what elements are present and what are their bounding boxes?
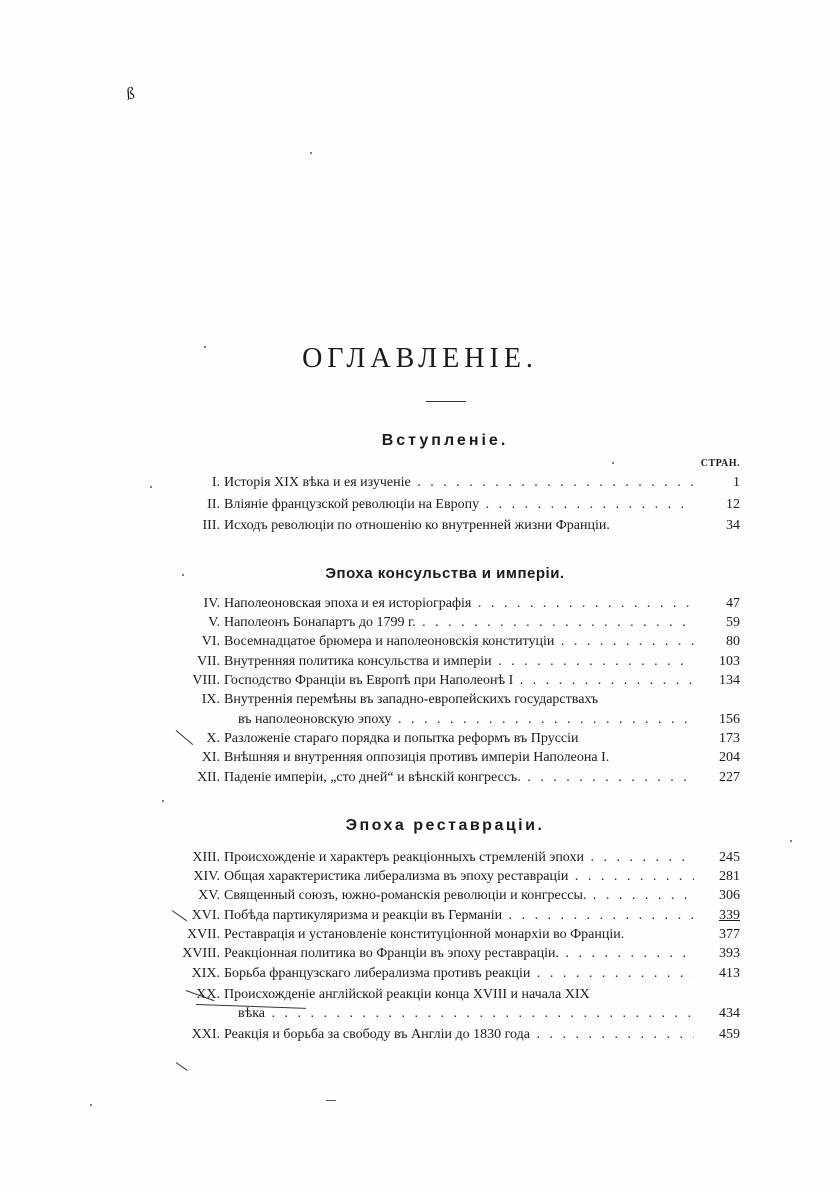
toc-entry — [168, 632, 740, 651]
chapter-number: V. — [208, 615, 220, 630]
chapter-number: VII. — [197, 654, 220, 669]
paper-speck — [326, 1100, 336, 1101]
paper-speck — [90, 1104, 92, 1106]
paper-speck — [150, 486, 152, 488]
chapter-title: Исходъ революціи по отношенію ко внутренней жизни Франціи. — [224, 518, 610, 533]
toc-entry — [168, 985, 740, 1004]
chapter-number: IV. — [203, 596, 220, 611]
page-number: 59 — [726, 615, 740, 630]
toc-entry — [168, 886, 740, 905]
chapter-number: XXI. — [191, 1027, 220, 1042]
page-number: 47 — [726, 596, 740, 611]
chapter-title: Наполеоновская эпоха и ея исторіографія . . . — [224, 594, 694, 613]
chapter-number: XVIII. — [182, 946, 220, 961]
page-number: 281 — [719, 869, 740, 884]
toc-entry — [168, 1025, 740, 1044]
chapter-title: Господство Франціи въ Европѣ при Наполеонѣ I . . . — [224, 671, 694, 690]
toc-entry — [168, 690, 740, 709]
page-number: 227 — [719, 770, 740, 785]
chapter-title: Внѣшняя и внутренняя оппозиція противъ имперіи Наполеона I. — [224, 750, 610, 765]
page-number: 245 — [719, 850, 740, 865]
chapter-number: X. — [206, 731, 220, 746]
toc-entry — [168, 495, 740, 514]
chapter-title: Реакціонная политика во Франціи въ эпоху реставраціи. . . . — [224, 944, 694, 963]
page-number: 204 — [719, 750, 740, 765]
toc-entry-continuation — [168, 710, 740, 729]
toc-entry — [168, 594, 740, 613]
chapter-number: VIII. — [192, 673, 220, 688]
paper-speck — [790, 840, 792, 842]
pencil-mark: ß — [123, 83, 137, 104]
page-number: 156 — [719, 712, 740, 727]
section-heading: Вступленіе. — [381, 432, 509, 449]
chapter-number: IX. — [201, 692, 220, 707]
chapter-number: II. — [207, 497, 220, 512]
chapter-title: Священный союзъ, южно-романскія революціи и конгрессы. . . . — [224, 886, 694, 905]
page-number: 173 — [719, 731, 740, 746]
chapter-number: XIII. — [192, 850, 220, 865]
chapter-number: XII. — [197, 770, 220, 785]
toc-entry — [168, 867, 740, 886]
paper-speck — [162, 800, 164, 802]
toc-entry — [168, 652, 740, 671]
chapter-title: Общая характеристика либерализма въ эпоху реставраціи . . . — [224, 867, 694, 886]
chapter-title: Реставрація и установленіе конституціонной монархіи во Франціи. — [224, 927, 625, 942]
toc-entry — [168, 473, 740, 492]
page-number: 339 — [719, 908, 740, 923]
page-number: 12 — [726, 497, 740, 512]
page-number: 459 — [719, 1027, 740, 1042]
chapter-title: Вліяніе французской революціи на Европу . . . — [224, 495, 694, 514]
page-number: 134 — [719, 673, 740, 688]
page-number: 103 — [719, 654, 740, 669]
toc-entry — [168, 848, 740, 867]
chapter-title: Разложеніе стараго порядка и попытка реформъ въ Пруссіи — [224, 731, 579, 746]
chapter-title: Наполеонъ Бонапартъ до 1799 г. . . . — [224, 613, 694, 632]
page-column-header: СТРАН. — [700, 458, 740, 469]
toc-entry — [168, 729, 740, 748]
chapter-number: XIV. — [193, 869, 220, 884]
toc-entry — [168, 671, 740, 690]
chapter-title: Паденіе имперіи, „сто дней“ и вѣнскій конгрессъ. . . . — [224, 768, 694, 787]
page-number: 306 — [719, 888, 740, 903]
toc-entry — [168, 613, 740, 632]
chapter-number: XIX. — [191, 966, 220, 981]
chapter-number: III. — [202, 518, 220, 533]
chapter-title: Внутренняя политика консульства и имперіи . . . — [224, 652, 694, 671]
chapter-number: I. — [211, 475, 220, 490]
paper-speck — [612, 462, 614, 464]
chapter-title: Внутреннія перемѣны въ западно-европейскихъ государствахъ — [224, 692, 599, 707]
toc-entry — [168, 516, 740, 535]
page-number: 413 — [719, 966, 740, 981]
chapter-number: XV. — [198, 888, 220, 903]
toc-entry — [168, 944, 740, 963]
page-number: 393 — [719, 946, 740, 961]
toc-entry — [168, 964, 740, 983]
chapter-title-continuation: въ наполеоновскую эпоху . . . — [238, 710, 694, 729]
chapter-number: XVI. — [191, 908, 220, 923]
title-divider — [426, 401, 466, 402]
page-title: ОГЛАВЛЕНІЕ. — [302, 343, 538, 374]
toc-entry — [168, 906, 740, 925]
chapter-title: Восемнадцатое брюмера и наполеоновскія конституціи . . . — [224, 632, 694, 651]
page-number: 434 — [719, 1006, 740, 1021]
pencil-stroke — [176, 1062, 188, 1071]
page-number: 377 — [719, 927, 740, 942]
page-number: 1 — [733, 475, 740, 490]
paper-speck — [310, 152, 312, 154]
section-heading: Эпоха реставраціи. — [345, 817, 545, 834]
chapter-title-continuation: вѣка . . . — [238, 1004, 694, 1023]
chapter-title: Реакція и борьба за свободу въ Англіи до 1830 года . . . — [224, 1025, 694, 1044]
chapter-title: Происхожденіе англійской реакціи конца XVIII и начала XIX — [224, 987, 590, 1002]
page-number: 34 — [726, 518, 740, 533]
toc-entry — [168, 768, 740, 787]
chapter-number: XI. — [201, 750, 220, 765]
toc-entry — [168, 748, 740, 767]
chapter-number: XX. — [196, 987, 220, 1002]
chapter-title: Побѣда партикуляризма и реакціи въ Германіи . . . — [224, 906, 694, 925]
chapter-title: Происхожденіе и характеръ реакціонныхъ стремленій эпохи . . . — [224, 848, 694, 867]
chapter-number: VI. — [201, 634, 220, 649]
toc-entry — [168, 925, 740, 944]
chapter-title: Борьба французскаго либерализма противъ реакціи . . . — [224, 964, 694, 983]
section-heading: Эпоха консульства и имперіи. — [325, 565, 565, 582]
chapter-number: XVII. — [186, 927, 220, 942]
page-number: 80 — [726, 634, 740, 649]
chapter-title: Исторія XIX вѣка и ея изученіе . . . — [224, 473, 694, 492]
